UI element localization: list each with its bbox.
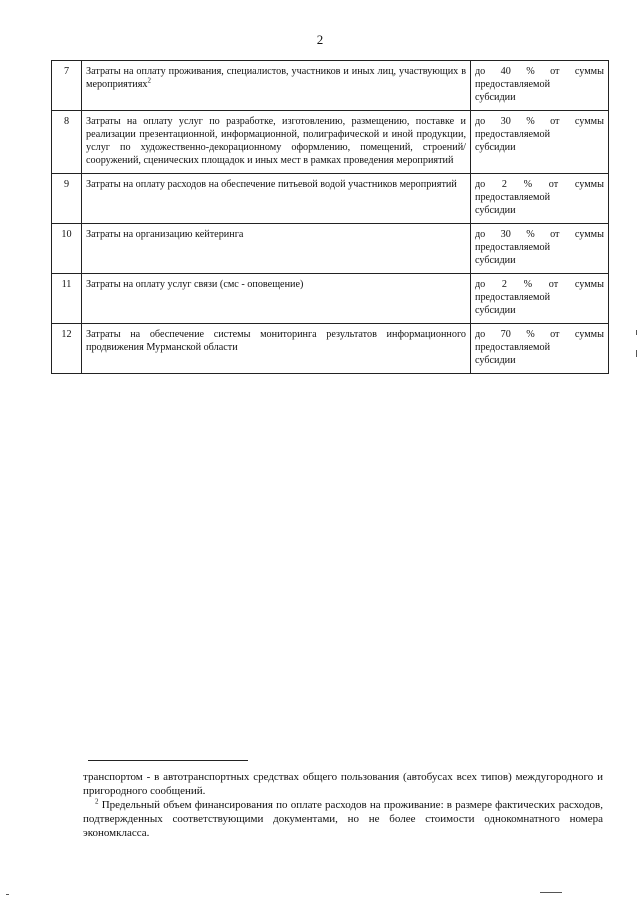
amount-word: до bbox=[475, 229, 486, 240]
amount-word: суммы bbox=[574, 66, 604, 77]
amount-line bbox=[475, 328, 604, 341]
cost-description bbox=[82, 274, 471, 324]
amount-cell bbox=[471, 111, 609, 174]
amount-line: предоставляемой bbox=[475, 192, 551, 203]
cost-description-text: Затраты на оплату услуг по разработке, изготовлению, размещению, поставке и реализации презентационной, информационной, полиграфической и иной продукции, услуг по художественно-декорационному оформлению, помещений, строений/сооружений, сценических площадок и иных мест в рамках проведения мероприятий bbox=[86, 116, 466, 166]
amount-word: до bbox=[475, 329, 486, 340]
cost-description-text: Затраты на оплату услуг связи (смс - оповещение) bbox=[86, 279, 304, 290]
cost-description-text: Затраты на оплату расходов на обеспечение питьевой водой участников мероприятий bbox=[86, 179, 457, 190]
cost-description bbox=[82, 111, 471, 174]
amount-word: % bbox=[526, 229, 535, 240]
footnote-2-marker: 2 bbox=[95, 797, 99, 806]
amount-word: от bbox=[548, 279, 559, 290]
amount-cell bbox=[471, 224, 609, 274]
amount-cell bbox=[471, 324, 609, 374]
footnote-2-text: Предельный объем финансирования по оплате расходов на проживание: в размере фактических расходов, подтвержденных соответствующими документами, но не более стоимости однокомнатного номера экономкласса. bbox=[83, 799, 603, 839]
cost-description bbox=[82, 61, 471, 111]
amount-line: субсидии bbox=[475, 142, 516, 153]
amount-word: 30 bbox=[500, 116, 511, 127]
amount-word: до bbox=[475, 66, 486, 77]
page-number: 2 bbox=[316, 32, 324, 47]
amount-line: субсидии bbox=[475, 305, 516, 316]
amount-line: субсидии bbox=[475, 92, 516, 103]
amount-word: суммы bbox=[574, 179, 604, 190]
amount-word: от bbox=[550, 116, 560, 127]
scan-mark bbox=[636, 330, 637, 335]
amount-line bbox=[475, 178, 604, 191]
amount-word: % bbox=[526, 66, 535, 77]
amount-line: предоставляемой bbox=[475, 242, 551, 253]
footnotes bbox=[83, 770, 603, 840]
amount-line: предоставляемой bbox=[475, 342, 551, 353]
table-row bbox=[52, 224, 609, 274]
table-row bbox=[52, 274, 609, 324]
row-number: 9 bbox=[52, 174, 82, 224]
table-row bbox=[52, 324, 609, 374]
amount-line bbox=[475, 115, 604, 128]
row-number: 8 bbox=[52, 111, 82, 174]
amount-word: до bbox=[475, 179, 486, 190]
cost-description-text: Затраты на обеспечение системы мониторинга результатов информационного продвижения Мурманской области bbox=[86, 329, 466, 353]
amount-word: суммы bbox=[574, 329, 604, 340]
amount-word: суммы bbox=[574, 229, 604, 240]
row-number: 10 bbox=[52, 224, 82, 274]
amount-line: субсидии bbox=[475, 205, 516, 216]
amount-line: предоставляемой bbox=[475, 79, 551, 90]
footnote-2 bbox=[83, 798, 603, 840]
amount-line: субсидии bbox=[475, 355, 516, 366]
footnote-ref: 2 bbox=[147, 76, 152, 85]
amount-word: суммы bbox=[574, 279, 604, 290]
amount-word: от bbox=[550, 229, 560, 240]
row-number: 11 bbox=[52, 274, 82, 324]
amount-word: 70 bbox=[500, 329, 511, 340]
table-row bbox=[52, 61, 609, 111]
amount-word: % bbox=[526, 329, 535, 340]
amount-word: % bbox=[523, 179, 533, 190]
amount-word: от bbox=[550, 329, 560, 340]
amount-line bbox=[475, 278, 604, 291]
amount-cell bbox=[471, 61, 609, 111]
amount-line: предоставляемой bbox=[475, 292, 551, 303]
cost-description-text: Затраты на оплату проживания, специалистов, участников и иных лиц, участвующих в мероприятиях bbox=[86, 66, 466, 90]
cost-description bbox=[82, 174, 471, 224]
cost-description bbox=[82, 324, 471, 374]
scan-mark bbox=[636, 350, 637, 357]
cost-description-text: Затраты на организацию кейтеринга bbox=[86, 229, 244, 240]
amount-cell bbox=[471, 274, 609, 324]
amount-line bbox=[475, 65, 604, 78]
amount-line bbox=[475, 228, 604, 241]
row-number: 7 bbox=[52, 61, 82, 111]
footnote-continuation: транспортом - в автотранспортных средствах общего пользования (автобусах всех типов) междугородного и пригородного сообщений. bbox=[83, 771, 603, 797]
amount-word: 2 bbox=[501, 279, 508, 290]
amount-word: от bbox=[550, 66, 560, 77]
scan-mark bbox=[540, 892, 562, 893]
scan-mark bbox=[6, 894, 9, 895]
amount-line: предоставляемой bbox=[475, 129, 551, 140]
costs-table bbox=[51, 60, 609, 374]
amount-word: до bbox=[475, 279, 486, 290]
amount-cell bbox=[471, 174, 609, 224]
amount-word: от bbox=[548, 179, 559, 190]
row-number: 12 bbox=[52, 324, 82, 374]
amount-word: 2 bbox=[501, 179, 508, 190]
amount-word: 30 bbox=[500, 229, 511, 240]
amount-word: суммы bbox=[574, 116, 604, 127]
amount-word: % bbox=[523, 279, 533, 290]
amount-line: субсидии bbox=[475, 255, 516, 266]
amount-word: до bbox=[475, 116, 486, 127]
table-row bbox=[52, 174, 609, 224]
cost-description bbox=[82, 224, 471, 274]
footnote-separator bbox=[88, 760, 248, 761]
amount-word: 40 bbox=[500, 66, 511, 77]
amount-word: % bbox=[526, 116, 535, 127]
table-row bbox=[52, 111, 609, 174]
